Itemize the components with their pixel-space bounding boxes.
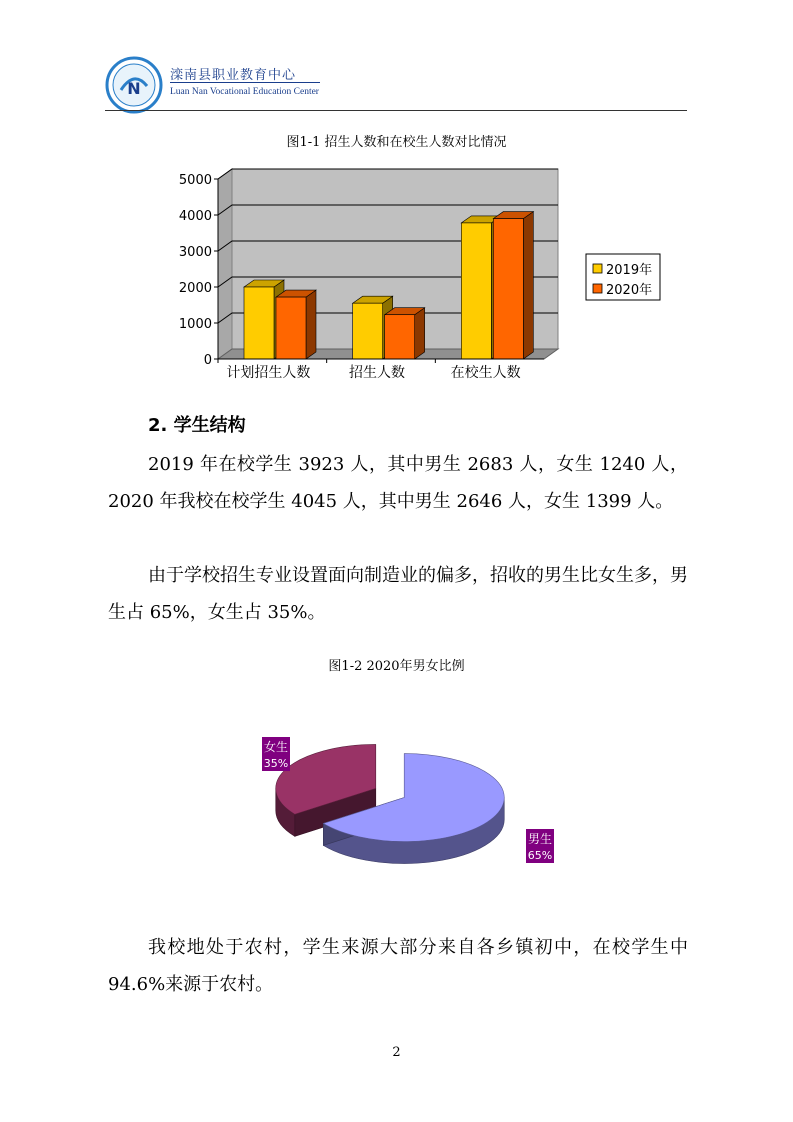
x-tick-label: 招生人数 xyxy=(349,365,405,381)
pie-label-pct: 65% xyxy=(527,849,553,862)
chart-side-wall xyxy=(218,169,232,359)
bar xyxy=(493,212,533,359)
bar-side xyxy=(306,290,316,359)
bar-front xyxy=(385,315,415,359)
bar-front xyxy=(493,219,523,359)
legend-label: 2019年 xyxy=(606,263,653,278)
y-tick-label: 0 xyxy=(203,353,212,368)
org-name-cn: 滦南县职业教育中心 xyxy=(170,68,297,83)
paragraph-gender-ratio: 由于学校招生专业设置面向制造业的偏多，招收的男生比女生多，男生占 65%，女生占 35%。 xyxy=(108,565,688,623)
pie-label-pct: 35% xyxy=(263,757,289,770)
bar xyxy=(276,290,316,359)
legend-swatch xyxy=(593,264,602,273)
figure2-caption: 图1-2 2020年男女比例 xyxy=(328,659,465,674)
bar xyxy=(385,308,425,359)
bar-front xyxy=(276,297,306,359)
pie-label-name: 男生 xyxy=(527,832,553,846)
school-logo-icon xyxy=(105,56,163,114)
bar-front xyxy=(244,287,274,359)
header-divider xyxy=(105,110,687,111)
y-tick-label: 2000 xyxy=(178,281,212,296)
section-heading: 2. 学生结构 xyxy=(148,415,246,436)
pie-label-name: 女生 xyxy=(263,740,289,754)
figure1-caption: 图1-1 招生人数和在校生人数对比情况 xyxy=(286,135,507,150)
y-tick-label: 1000 xyxy=(178,317,212,332)
y-tick-label: 3000 xyxy=(178,245,212,260)
org-name-en: Luan Nan Vocational Education Center xyxy=(170,87,319,97)
bar-front xyxy=(353,303,383,359)
x-tick-label: 在校生人数 xyxy=(450,365,521,381)
bar-side xyxy=(415,308,425,359)
pie-data-label xyxy=(526,829,554,863)
y-tick-label: 5000 xyxy=(178,173,212,188)
legend-swatch xyxy=(593,284,602,293)
pie-data-label xyxy=(262,737,290,771)
paragraph-student-origin: 我校地处于农村，学生来源大部分来自各乡镇初中，在校学生中 94.6%来源于农村。 xyxy=(108,937,688,995)
bar-side xyxy=(523,212,533,359)
header-underline xyxy=(170,82,320,83)
gender-pie-chart xyxy=(240,725,570,875)
svg-text:N: N xyxy=(127,79,141,98)
enrollment-bar-chart xyxy=(170,162,670,387)
page-number: 2 xyxy=(392,1045,401,1060)
y-tick-label: 4000 xyxy=(178,209,212,224)
paragraph-student-counts: 2019 年在校学生 3923 人，其中男生 2683 人，女生 1240 人，2020 年我校在校学生 4045 人，其中男生 2646 人，女生 1399 人。 xyxy=(108,454,688,512)
bar-front xyxy=(461,223,491,359)
legend-label: 2020年 xyxy=(606,283,653,298)
x-tick-label: 计划招生人数 xyxy=(226,365,311,381)
